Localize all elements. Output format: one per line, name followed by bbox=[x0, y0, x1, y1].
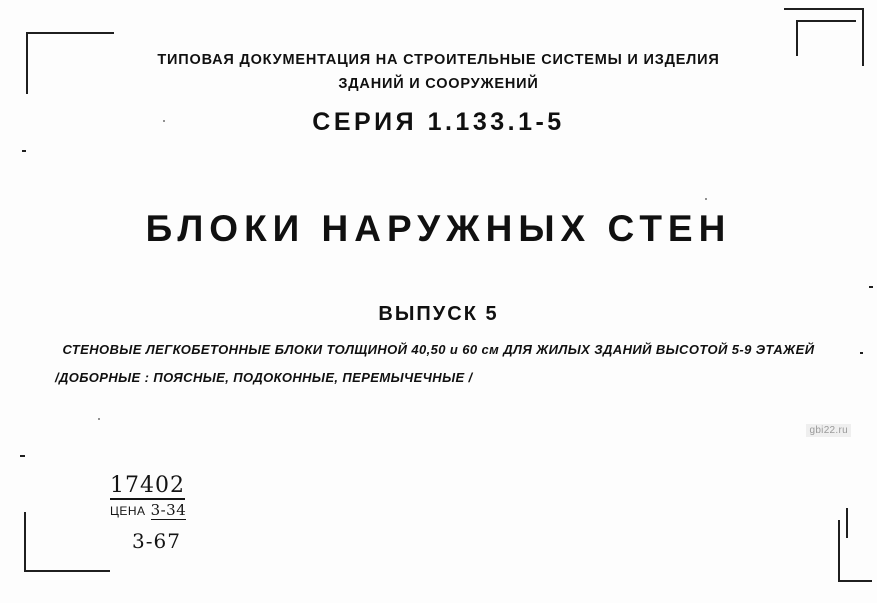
document-header-line-1: ТИПОВАЯ ДОКУМЕНТАЦИЯ НА СТРОИТЕЛЬНЫЕ СИСТЕМЫ И ИЗДЕЛИЯ bbox=[157, 52, 720, 68]
page-corner-mark-bottom-right-vertical bbox=[838, 520, 840, 582]
page-corner-mark-top-right-inner-vertical bbox=[796, 20, 798, 56]
document-description-line-1: СТЕНОВЫЕ ЛЕГКОБЕТОННЫЕ БЛОКИ ТОЛЩИНОЙ 40,50 и 60 см ДЛЯ ЖИЛЫХ ЗДАНИЙ ВЫСОТОЙ 5-9 ЭТАЖЕЙ bbox=[62, 342, 815, 357]
document-issue-number: ВЫПУСК 5 bbox=[378, 303, 499, 325]
scan-speckle bbox=[98, 418, 100, 420]
document-series-number: СЕРИЯ 1.133.1-5 bbox=[312, 108, 565, 136]
page-corner-mark-top-right-inner-horizontal bbox=[796, 20, 856, 22]
document-stamp-block bbox=[110, 475, 186, 553]
document-stamp-price-label: ЦЕНА bbox=[110, 504, 146, 518]
page-edge-tick-left-upper bbox=[22, 150, 26, 152]
page-edge-tick-right-upper bbox=[869, 286, 873, 288]
page-edge-tick-left-lower bbox=[20, 455, 25, 457]
page-corner-mark-top-right-horizontal bbox=[784, 8, 864, 10]
scan-speckle bbox=[705, 198, 707, 200]
watermark-label: gbi22.ru bbox=[806, 424, 851, 437]
document-header-line-2: ЗДАНИЙ И СООРУЖЕНИЙ bbox=[338, 76, 539, 92]
page-corner-mark-top-left-horizontal bbox=[26, 32, 114, 34]
page-corner-mark-bottom-left-horizontal bbox=[24, 570, 110, 572]
page-corner-mark-bottom-right-horizontal bbox=[838, 580, 872, 582]
page-title: БЛОКИ НАРУЖНЫХ СТЕН bbox=[145, 208, 732, 249]
document-stamp-code: 17402 bbox=[110, 473, 185, 498]
document-stamp-price-row bbox=[110, 503, 186, 520]
page-corner-mark-bottom-left-vertical bbox=[24, 512, 26, 572]
document-stamp-date: 3-67 bbox=[132, 528, 181, 553]
document-description-line-2: /ДОБОРНЫЕ : ПОЯСНЫЕ, ПОДОКОННЫЕ, ПЕРЕМЫЧЕЧНЫЕ / bbox=[55, 370, 473, 385]
document-stamp-price-value: 3-34 bbox=[150, 501, 187, 519]
page-edge-tick-bottom-right bbox=[846, 508, 848, 538]
